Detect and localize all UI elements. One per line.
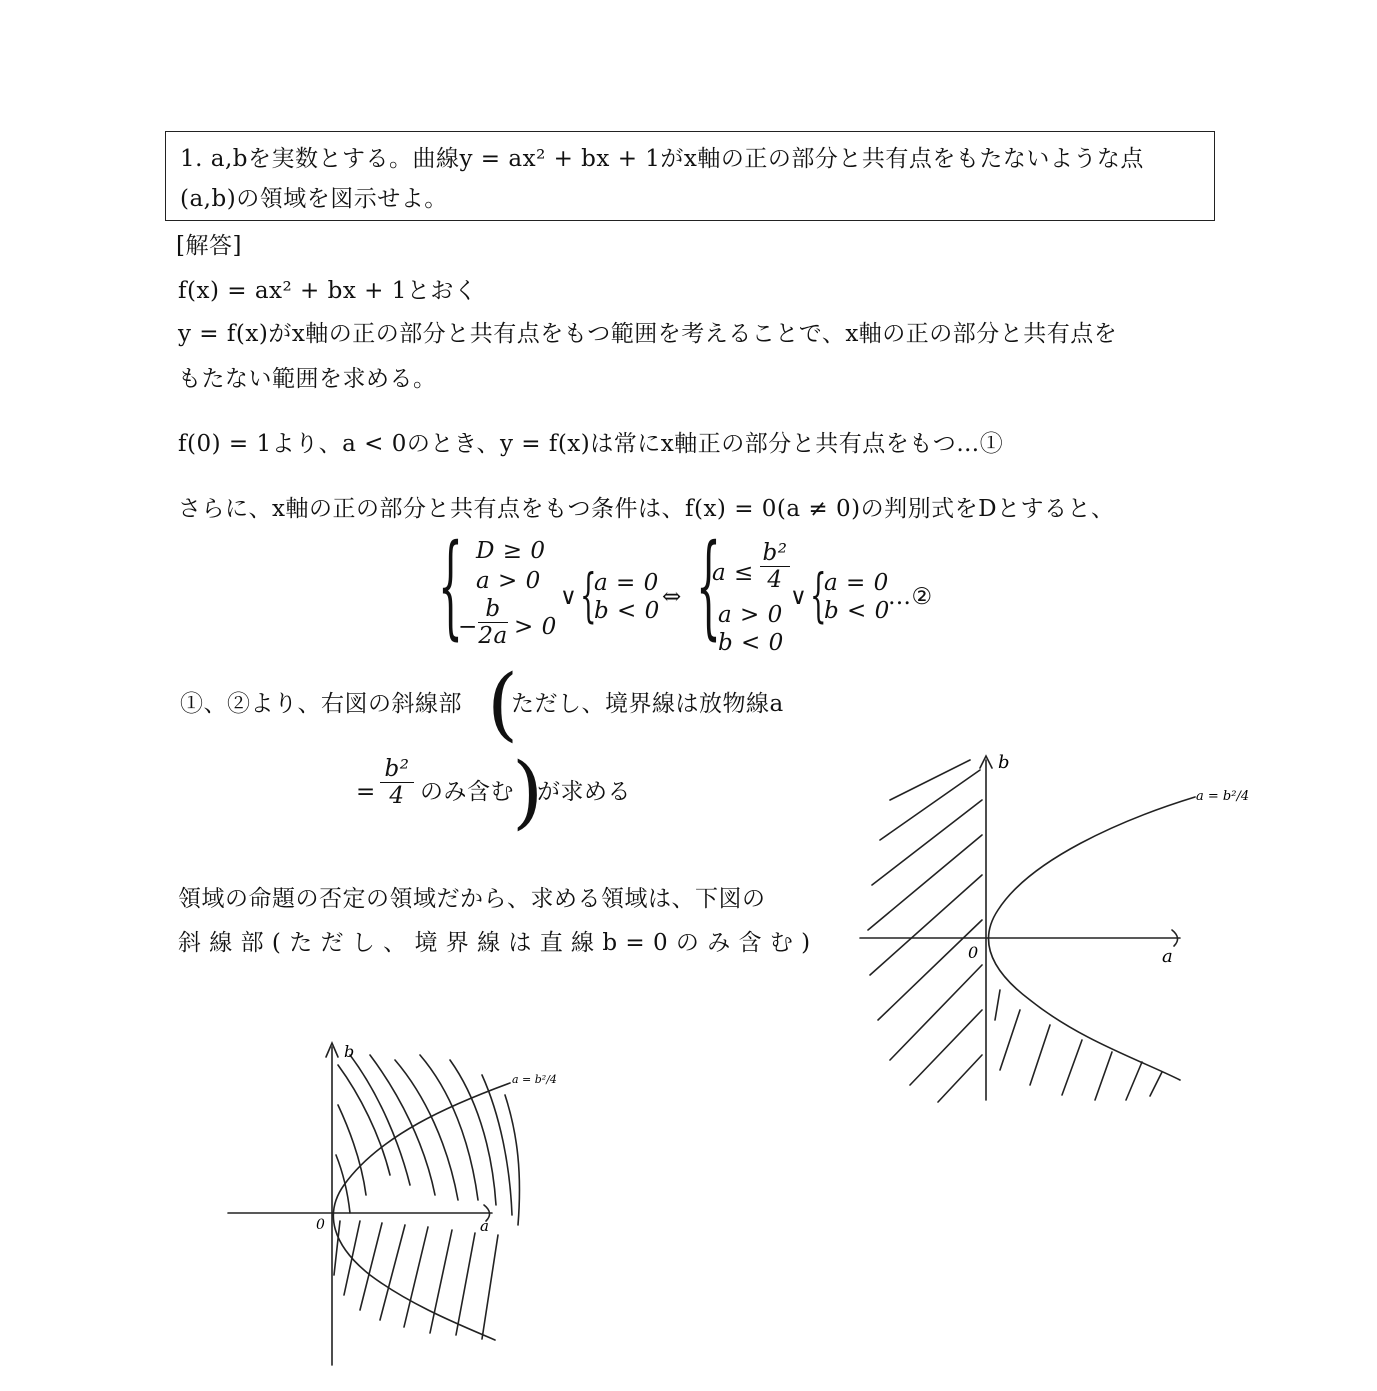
inequality-system [438, 521, 958, 660]
answer-p5c-rest: のみ含む [420, 779, 514, 805]
answer-p2a: y = f(x)がx軸の正の部分と共有点をもつ範囲を考えることで、x軸の正の部分と共有点を [178, 321, 1118, 347]
sys-left-frac [478, 596, 508, 649]
mid-brace: { [580, 561, 597, 629]
left-brace: { [438, 521, 463, 651]
fig1-x-label: a [1162, 946, 1173, 967]
frac-num: b² [380, 756, 414, 783]
sys-right-2: a > 0 [718, 602, 783, 628]
problem-line-1: 1. a,bを実数とする。曲線y = ax² + bx + 1がx軸の正の部分と共有点をもたないような点 [180, 146, 1144, 172]
figure-1 [850, 740, 1270, 1120]
answer-heading: [解答] [176, 233, 242, 259]
answer-p1: f(x) = ax² + bx + 1とおく [178, 278, 478, 304]
fig2-curve-label: a = b²/4 [512, 1073, 557, 1086]
sys-mid-1: a = 0 [594, 570, 659, 596]
close-paren: ) [512, 745, 544, 838]
open-paren: ( [487, 657, 519, 750]
problem-box [165, 131, 1215, 221]
frac-den: 4 [389, 783, 405, 809]
fig1-origin: 0 [968, 943, 979, 962]
answer-p5c-frac [380, 756, 414, 809]
frac-den: 4 [767, 567, 783, 593]
fig1-y-label: b [998, 752, 1010, 773]
or-symbol-2: ∨ [790, 584, 808, 610]
sys-left-gt: > 0 [514, 614, 557, 640]
answer-p3: f(0) = 1より、a < 0のとき、y = f(x)は常にx軸正の部分と共有点をもつ…① [178, 431, 1004, 457]
answer-p4: さらに、x軸の正の部分と共有点をもつ条件は、f(x) = 0(a ≠ 0)の判別式をDとすると、 [178, 496, 1115, 522]
or-symbol-1: ∨ [560, 584, 578, 610]
fig1-hatching [868, 760, 1162, 1102]
answer-p6a: 領域の命題の否定の領域だから、求める領域は、下図の [178, 886, 766, 912]
fig1-curve-label: a = b²/4 [1196, 789, 1250, 804]
sys-right-frac [760, 540, 790, 593]
answer-p6b: 斜 線 部 ( た だ し 、 境 界 線 は 直 線 b = 0 の み 含 む ) [178, 930, 811, 956]
sys-rmid-2: b < 0 [824, 598, 890, 624]
fig2-origin: 0 [316, 1217, 325, 1233]
frac-num: b² [760, 540, 790, 567]
sys-rmid-1: a = 0 [824, 570, 889, 596]
fig2-y-label: b [344, 1042, 355, 1061]
answer-p5c-eq: = [356, 779, 376, 805]
right-mid-brace: { [810, 561, 827, 629]
sys-left-1: D ≥ 0 [476, 538, 546, 564]
sys-left-2: a > 0 [476, 568, 541, 594]
answer-p5a: ①、②より、右図の斜線部 [180, 691, 462, 717]
sys-right-a: a ≤ [712, 560, 754, 586]
frac-den: 2a [478, 623, 508, 649]
right-brace: { [696, 521, 721, 651]
sys-mid-2: b < 0 [594, 598, 660, 624]
problem-line-2: (a,b)の領域を図示せよ。 [180, 186, 448, 212]
sys-right-3: b < 0 [718, 630, 784, 656]
iff-symbol: ⇔ [662, 584, 682, 610]
fig2-parabola [333, 1083, 510, 1340]
fig2-hatching [334, 1055, 519, 1339]
answer-p5b: ただし、境界線は放物線a [511, 691, 784, 717]
fig2-x-label: a [480, 1217, 489, 1235]
label-2: …② [888, 584, 933, 610]
answer-p2b: もたない範囲を求める。 [178, 366, 437, 392]
figure-2 [220, 1035, 580, 1375]
sys-left-minus: − [458, 614, 478, 640]
frac-num: b [478, 596, 508, 623]
answer-p5c-tail: が求める [537, 779, 631, 805]
